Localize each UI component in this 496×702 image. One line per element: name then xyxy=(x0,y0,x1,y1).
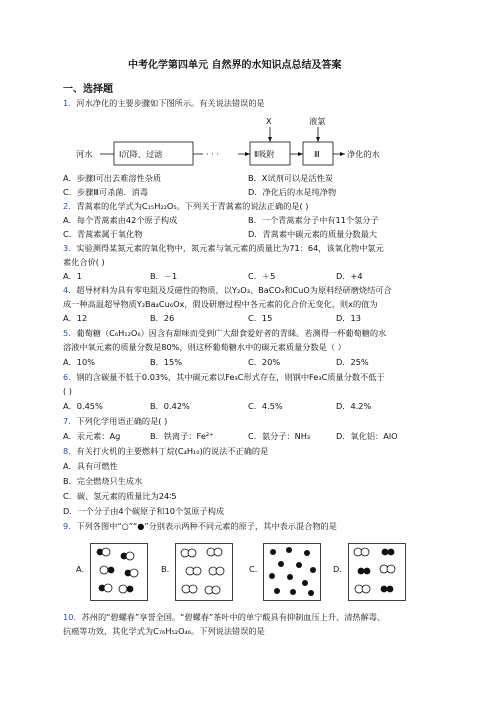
option-d: D．一个分子由4个碳原子和10个氢原子构成 xyxy=(63,506,225,516)
option-c: C．＋5 xyxy=(248,271,276,281)
option-b: B．0.42% xyxy=(150,401,190,411)
option-b-label: B. xyxy=(161,564,170,574)
option-d: D．青蒿素中碳元素的质量分数最大 xyxy=(248,229,378,239)
option-d: D．净化后的水是纯净物 xyxy=(248,187,337,197)
question-stem: 钢的含碳量不低于0.03%，其中碳元素以Fe₃C形式存在，则钢中Fe₃C质量分数不低于 xyxy=(76,372,385,382)
option-c: C．4.5% xyxy=(248,401,283,411)
option-b: B．一个青蒿素分子中有11个氢分子 xyxy=(248,215,379,225)
option-d: D．+4 xyxy=(336,271,363,281)
option-c: C．氨分子：NH₃ xyxy=(248,431,311,441)
question-10 xyxy=(63,612,385,623)
flow-step-1-label: Ⅰ沉降、过滤 xyxy=(119,149,163,159)
flow-step-2-label: Ⅱ吸附 xyxy=(254,149,275,159)
question-6 xyxy=(63,372,385,383)
question-stem: 下列各图中“○”“●”分别表示两种不同元素的原子，其中表示混合物的是 xyxy=(76,521,337,531)
question-stem-cont: ( ) xyxy=(63,386,72,396)
question-stem: 有关打火机的主要燃料丁烷(C₄H₁₀)的说法不正确的是 xyxy=(76,446,269,456)
option-a: A．每个青蒿素由42个原子构成 xyxy=(63,215,178,225)
option-a-label: A. xyxy=(76,564,85,574)
option-d: D．25% xyxy=(336,357,369,367)
question-stem-cont: 溶液中氧元素的质量分数是80%，则这杯葡萄糖水中的碳元素质量分数是（ ） xyxy=(63,342,346,352)
option-d: D．4.2% xyxy=(336,401,372,411)
option-a: A．汞元素：Ag xyxy=(63,431,121,441)
question-stem: 河水净化的主要步骤如下图所示。有关说法错误的是 xyxy=(76,98,265,108)
question-stem-cont: 成一种高温超导物质Y₂Ba₄Cu₆Ox，假设研磨过程中各元素的化合价无变化，则x的值为 xyxy=(63,299,378,309)
page-title: 中考化学第四单元 自然界的水知识点总结及答案 xyxy=(128,60,342,71)
question-5 xyxy=(63,328,386,339)
molecule-box-d xyxy=(348,543,406,601)
option-c: C．15 xyxy=(248,313,273,323)
question-number: 5． xyxy=(63,328,77,338)
question-stem-cont: 素化合价( ) xyxy=(63,257,105,267)
question-stem: 超导材料为具有零电阻及反磁性的物质，以Y₂O₃、BaCO₃和CuO为原料经研磨烧结可合 xyxy=(76,285,392,295)
option-d: D．13 xyxy=(336,313,361,323)
question-number: 1． xyxy=(63,98,77,108)
molecule-box-b xyxy=(175,543,233,601)
flow-liquid-chlorine-label: 液氯 xyxy=(309,116,326,126)
option-a: A．0.45% xyxy=(63,401,103,411)
question-9 xyxy=(63,521,337,532)
molecule-box-a xyxy=(90,543,148,601)
flow-ellipsis: · · · xyxy=(206,149,220,159)
question-number: 6． xyxy=(63,372,77,382)
option-a: A．10% xyxy=(63,357,95,367)
question-4 xyxy=(63,285,392,296)
option-c: C．碳、氢元素的质量比为24∶5 xyxy=(63,491,177,501)
option-c: C．步骤Ⅲ可杀菌．消毒 xyxy=(63,187,149,197)
option-b: B．X试剂可以是活性炭 xyxy=(248,173,333,183)
question-number: 4． xyxy=(63,285,77,295)
question-stem: 实验测得某氮元素的氧化物中，氮元素与氧元素的质量比为71：64，该氧化物中氯元 xyxy=(76,243,384,253)
question-8 xyxy=(63,446,268,457)
question-stem: 青蒿素的化学式为C₁₅H₂₂O₅。下列关于青蒿素的说法正确的是( ) xyxy=(76,201,309,211)
option-d: D．氧化铝：AlO xyxy=(336,431,398,441)
question-stem: 下列化学用语正确的是( ) xyxy=(76,416,168,426)
option-a: A．12 xyxy=(63,313,88,323)
option-c: C．青蒿素属于氧化物 xyxy=(63,229,143,239)
question-number: 3． xyxy=(63,243,77,253)
question-number: 7． xyxy=(63,416,77,426)
option-d-label: D. xyxy=(333,564,342,574)
option-b: B．铁离子：Fe²⁺ xyxy=(150,431,214,441)
question-number: 8． xyxy=(63,446,77,456)
option-a: A．步骤Ⅰ可出去难溶性杂质 xyxy=(63,173,162,183)
option-b: B．－1 xyxy=(150,271,178,281)
question-7 xyxy=(63,416,167,427)
question-stem-cont: 抗癌等功效，其化学式为C₇₆H₅₂O₄₆。下列说法错误的是 xyxy=(63,626,265,636)
option-a: A．1 xyxy=(63,271,82,281)
option-a: A．具有可燃性 xyxy=(63,461,118,471)
option-b: B．15% xyxy=(150,357,183,367)
flow-output-label: 净化的水 xyxy=(347,149,380,159)
question-stem: 苏州的“碧螺春”享誉全国。“碧螺春”茶叶中的单宁酸具有抑制血压上升、清热解毒、 xyxy=(81,612,386,622)
question-stem: 葡萄糖（C₆H₁₂O₆）因含有甜味而受到广大甜食爱好者的青睐。若测得一杯葡萄糖的水 xyxy=(76,328,387,338)
flow-step-3-label: Ⅲ xyxy=(314,149,320,159)
question-number: 9． xyxy=(63,521,77,531)
flow-x-label: X xyxy=(266,116,272,126)
section-heading: 一、选择题 xyxy=(63,84,113,95)
option-c: C．20% xyxy=(248,357,281,367)
question-number: 2． xyxy=(63,201,77,211)
option-c-label: C. xyxy=(249,564,258,574)
option-b: B．完全燃烧只生成水 xyxy=(63,476,143,486)
molecule-box-c xyxy=(263,543,321,601)
flow-input-label: 河水 xyxy=(76,149,93,159)
option-b: B．26 xyxy=(150,313,175,323)
question-2 xyxy=(63,201,308,212)
question-number: 10． xyxy=(63,612,82,622)
question-3 xyxy=(63,243,384,254)
